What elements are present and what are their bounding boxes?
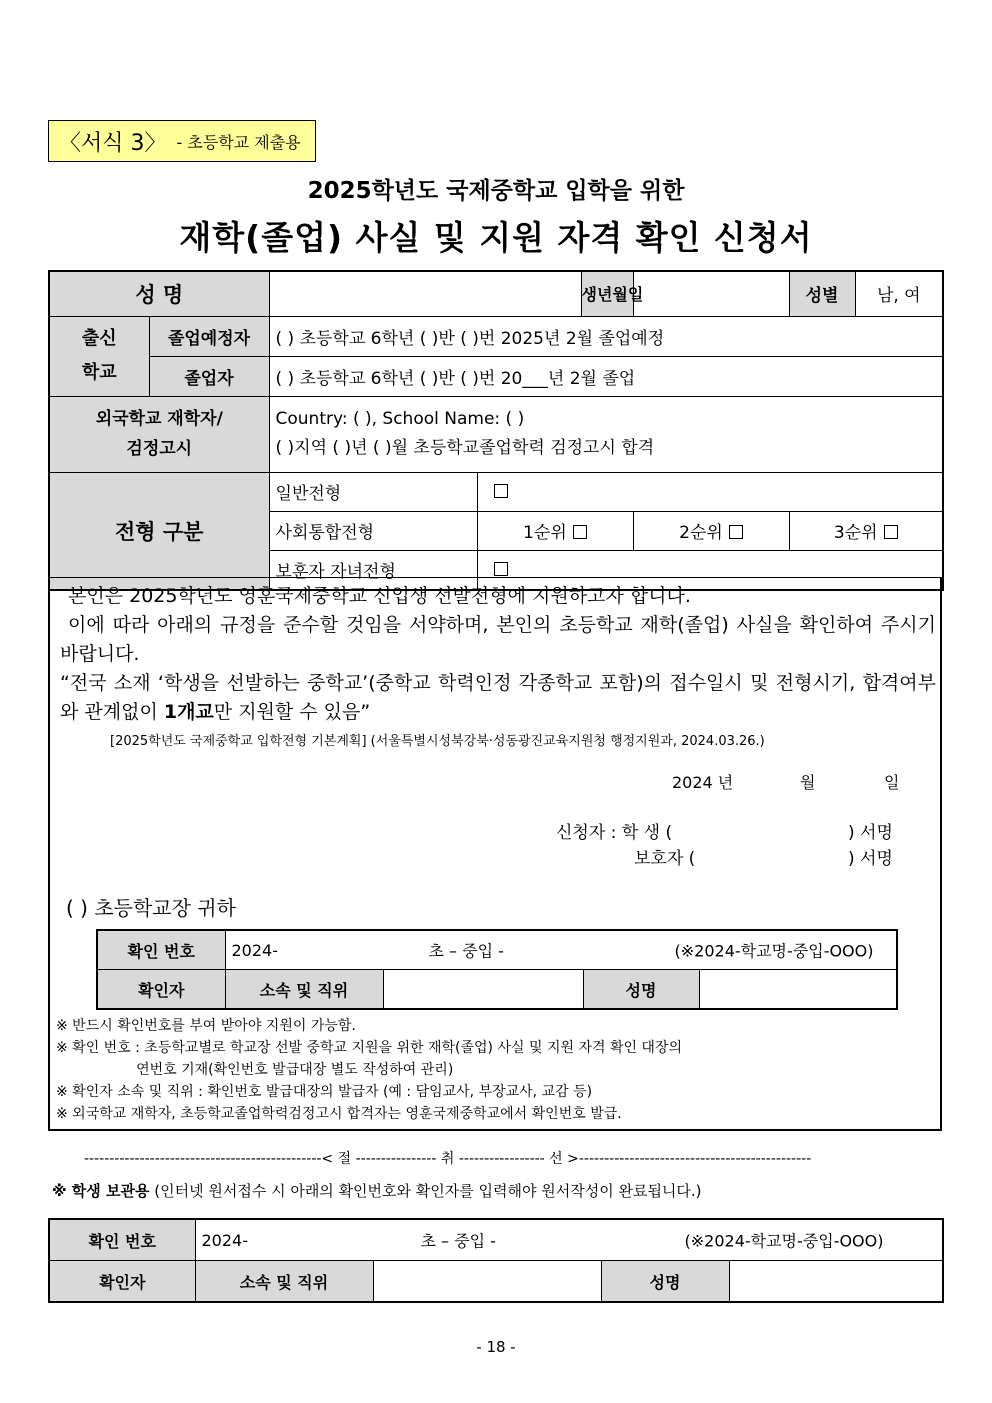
applicant-sign[interactable]: ) 서명 — [848, 823, 893, 843]
confirmer-name-label: 성명 — [583, 970, 699, 1010]
rank2-checkbox[interactable] — [729, 525, 743, 539]
copy-position-label: 소속 및 직위 — [195, 1261, 373, 1303]
general-checkbox[interactable] — [494, 484, 508, 498]
gender-field[interactable]: 남, 여 — [855, 271, 943, 316]
rank3-checkbox[interactable] — [884, 525, 898, 539]
copy-position-field[interactable] — [373, 1261, 601, 1303]
confirm-number-prefix: 2024- — [231, 940, 278, 960]
pledge-quote-c: 만 지원할 수 있음” — [213, 701, 371, 723]
pledge-paragraph-2: 이에 따라 아래의 규정을 준수할 것임을 서약하며, 본인의 초등학교 재학(졸업) 사실을 확인하여 주시기 바랍니다. — [60, 614, 936, 665]
cut-line: -----------------------------------------------< 절 ---------------- 취 ----------------- 선 >---------------------------------------------- — [84, 1151, 812, 1167]
copy-number-example: (※2024-학교명-중입-OOO) — [684, 1231, 884, 1251]
rank2-label: 2순위 — [679, 523, 723, 543]
gender-label: 성별 — [789, 271, 855, 316]
note-3: 연번호 기재(확인번호 발급대장 별도 작성하여 관리) — [56, 1062, 454, 1078]
date-month: 월 — [800, 773, 816, 792]
foreign-label-1: 외국학교 재학자/ — [95, 409, 223, 429]
admission-label: 전형 구분 — [49, 472, 269, 590]
note-2: ※ 확인 번호 : 초등학교별로 학교장 선발 중학교 지원을 위한 재학(졸업) 사실 및 지원 자격 확인 대장의 — [56, 1040, 683, 1056]
reference-note: [2025학년도 국제중학교 입학전형 기본계획] (서울특별시성북강북·성동광진교육지원청 행정지원과, 2024.03.26.) — [110, 734, 765, 749]
title-line-1: 2025학년도 국제중학교 입학을 위한 — [307, 178, 685, 204]
name-label: 성 명 — [49, 271, 269, 316]
position-label: 소속 및 직위 — [225, 970, 383, 1010]
rank2-cell[interactable] — [633, 511, 789, 550]
notes — [56, 1015, 682, 1125]
copy-confirmer-label: 확인자 — [49, 1261, 195, 1303]
principal-line: ( ) 초등학교장 귀하 — [66, 896, 236, 920]
copy-number-prefix: 2024- — [201, 1230, 248, 1250]
rank3-cell[interactable] — [789, 511, 943, 550]
foreign-label-2: 검정고시 — [126, 439, 193, 459]
rank3-label: 3순위 — [833, 523, 878, 543]
applicant-label: 신청자 : 학 생 ( — [556, 823, 673, 843]
rank1-label: 1순위 — [523, 523, 567, 543]
general-label: 일반전형 — [269, 472, 477, 511]
social-label: 사회통합전형 — [269, 511, 477, 550]
graduate-label: 졸업자 — [149, 356, 269, 396]
birth-field[interactable] — [633, 271, 789, 316]
confirmer-label: 확인자 — [97, 970, 225, 1010]
foreign-field[interactable] — [269, 396, 943, 472]
page-number: - 18 - — [476, 1338, 516, 1356]
date-year: 2024 년 — [672, 773, 734, 792]
note-4: ※ 확인자 소속 및 직위 : 확인번호 발급대장의 발급자 (예 : 담임교사, 부장교사, 교감 등) — [56, 1084, 593, 1100]
pledge-quote-a: “전국 소재 ‘학생을 선발하는 중학교’(중학교 학력인정 각종학교 포함)의 접수일시 및 전형시기, 합격여부와 관계없이 — [60, 672, 936, 723]
student-copy-table — [48, 1218, 944, 1303]
application-table — [48, 270, 944, 591]
confirmer-name-field[interactable] — [699, 970, 897, 1010]
form-tag — [48, 120, 316, 162]
school-label-1: 출신 — [81, 328, 117, 349]
copy-number-label: 확인 번호 — [49, 1219, 195, 1261]
expected-field[interactable]: ( ) 초등학교 6학년 ( )반 ( )번 2025년 2월 졸업예정 — [269, 316, 943, 356]
guardian-sign[interactable]: ) 서명 — [848, 849, 893, 869]
copy-name-field[interactable] — [729, 1261, 943, 1303]
foreign-value-1: Country: ( ), School Name: ( ) — [275, 409, 525, 429]
form-tag-sub: - 초등학교 제출용 — [176, 132, 301, 152]
confirm-table — [96, 929, 898, 1010]
graduate-field[interactable]: ( ) 초등학교 6학년 ( )반 ( )번 20___년 2월 졸업 — [269, 356, 943, 396]
copy-number-field[interactable] — [195, 1219, 943, 1261]
date-day: 일 — [884, 773, 900, 792]
school-label — [49, 316, 149, 396]
expected-label: 졸업예정자 — [149, 316, 269, 356]
keep-note — [52, 1180, 702, 1201]
veteran-checkbox[interactable] — [494, 562, 508, 576]
copy-name-label: 성명 — [601, 1261, 729, 1303]
foreign-value-2: ( )지역 ( )년 ( )월 초등학교졸업학력 검정고시 합격 — [275, 438, 655, 458]
copy-number-mid: 초 – 중입 - — [420, 1231, 496, 1251]
form-tag-label: 〈서식 3〉 — [59, 130, 167, 156]
confirm-number-label: 확인 번호 — [97, 930, 225, 970]
birth-label: 생년월일 — [581, 271, 633, 316]
confirm-number-field[interactable] — [225, 930, 897, 970]
school-label-2: 학교 — [81, 362, 117, 383]
guardian-label: 보호자 ( — [634, 849, 696, 869]
position-field[interactable] — [383, 970, 583, 1010]
confirm-number-example: (※2024-학교명-중입-OOO) — [674, 941, 874, 961]
note-5: ※ 외국학교 재학자, 초등학교졸업학력검정고시 합격자는 영훈국제중학교에서 확인번호 발급. — [56, 1106, 622, 1122]
pledge-quote-bold: 1개교 — [163, 701, 214, 723]
rank1-cell[interactable] — [477, 511, 633, 550]
name-field[interactable] — [269, 271, 581, 316]
veteran-label: 보훈자 자녀전형 — [269, 550, 477, 590]
rank1-checkbox[interactable] — [573, 525, 587, 539]
foreign-label — [49, 396, 269, 472]
pledge-paragraph-3 — [60, 669, 936, 727]
pledge-paragraph-1: 본인은 2025학년도 영훈국제중학교 신입생 선발전형에 지원하고자 합니다. — [68, 585, 691, 607]
title-line-2: 재학(졸업) 사실 및 지원 자격 확인 신청서 — [179, 218, 813, 257]
general-checkbox-cell[interactable] — [477, 472, 943, 511]
confirm-number-mid: 초 – 중입 - — [428, 941, 504, 961]
note-1: ※ 반드시 확인번호를 부여 받아야 지원이 가능함. — [56, 1018, 356, 1034]
keep-note-rest: (인터넷 원서접수 시 아래의 확인번호와 확인자를 입력해야 원서작성이 완료됩니다.) — [149, 1182, 702, 1200]
keep-note-bold: ※ 학생 보관용 — [52, 1182, 150, 1200]
